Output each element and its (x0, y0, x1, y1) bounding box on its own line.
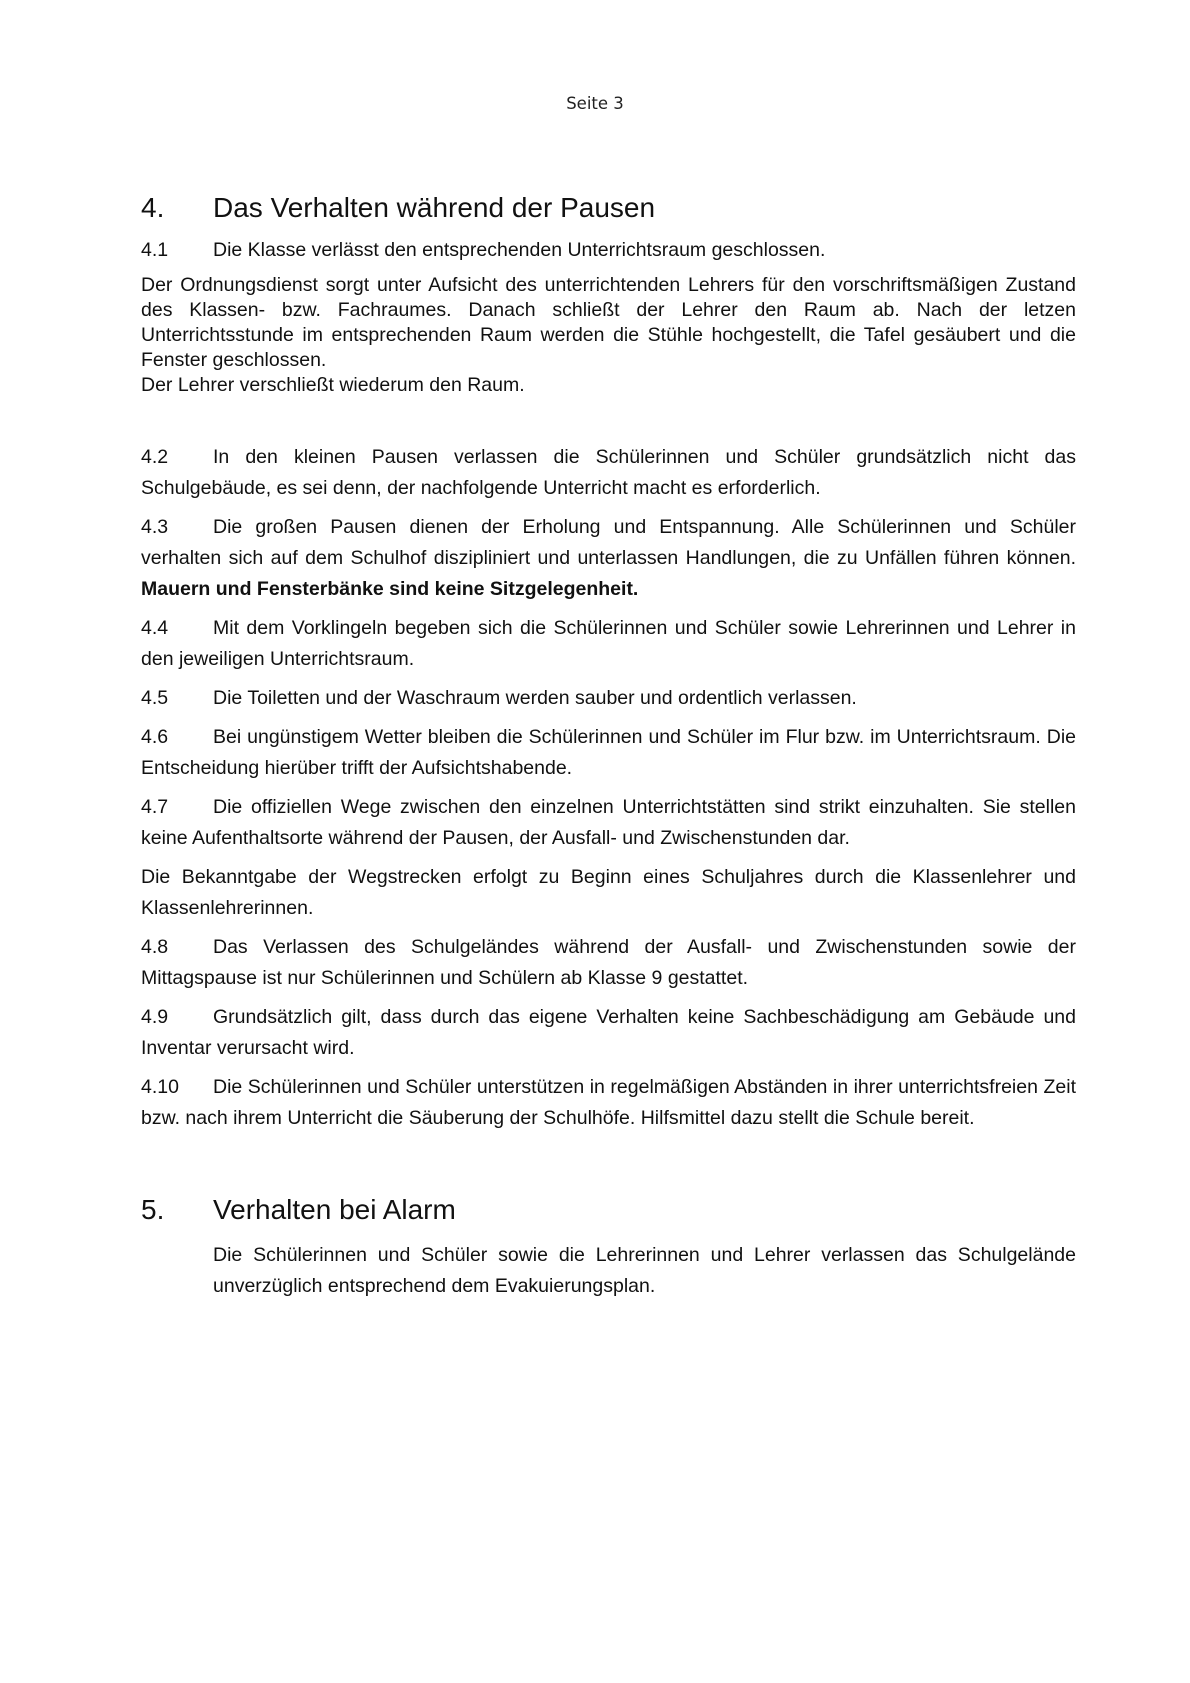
paragraph-number: 4.9 (141, 1006, 169, 1028)
paragraph-text: Die offiziellen Wege zwischen den einzelnen Unterrichtstätten sind strikt einzuhalten. Sie stellen keine Aufenthaltsorte während der Pausen, der Ausfall- und Zwischenstunden dar. (141, 796, 1076, 849)
paragraph-number: 4.1 (141, 239, 169, 261)
paragraph-text: Die Schülerinnen und Schüler sowie die Lehrerinnen und Lehrer verlassen das Schulgelände unverzüglich entsprechend dem Evakuierungsplan. (213, 1244, 1076, 1297)
section-4-heading (141, 190, 1076, 226)
paragraph-number: 4.4 (141, 617, 169, 639)
paragraph-number: 4.8 (141, 936, 169, 958)
paragraph-number: 4.2 (141, 446, 169, 468)
paragraph-text: Das Verlassen des Schulgeländes während der Ausfall- und Zwischenstunden sowie der Mittagspause ist nur Schülerinnen und Schülern ab Klasse 9 gestattet. (141, 936, 1076, 989)
paragraph-4-7 (141, 792, 1076, 854)
section-5-number: 5. (141, 1194, 165, 1225)
section-5-heading (141, 1192, 1076, 1228)
section-4-title: Das Verhalten während der Pausen (213, 192, 656, 223)
paragraph-number: 4.3 (141, 516, 169, 538)
paragraph-text: Die großen Pausen dienen der Erholung und Entspannung. Alle Schülerinnen und Schüler verhalten sich auf dem Schulhof diszipliniert und unterlassen Handlungen, die zu Unfällen führen können. (141, 516, 1076, 569)
section-5-title: Verhalten bei Alarm (213, 1194, 456, 1225)
paragraph-4-5 (141, 683, 1076, 714)
paragraph-number: 4.6 (141, 726, 169, 748)
paragraph-text: Die Bekanntgabe der Wegstrecken erfolgt zu Beginn eines Schuljahres durch die Klassenlehrer und Klassenlehrerinnen. (141, 866, 1076, 919)
paragraph-4-4 (141, 613, 1076, 675)
paragraph-4-3 (141, 512, 1076, 605)
paragraph-number: 4.5 (141, 687, 169, 709)
paragraph-4-10 (141, 1072, 1076, 1134)
paragraph-text: In den kleinen Pausen verlassen die Schülerinnen und Schüler grundsätzlich nicht das Schulgebäude, es sei denn, der nachfolgende Unterricht macht es erforderlich. (141, 446, 1076, 499)
paragraph-text: Der Ordnungsdienst sorgt unter Aufsicht des unterrichtenden Lehrers für den vorschriftsmäßigen Zustand des Klassen- bzw. Fachraumes. Danach schließt der Lehrer den Raum ab. Nach der letzen Unterrichtsstunde im entsprechenden Raum werden die Stühle hochgestellt, die Tafel gesäubert und die Fenster geschlossen. (141, 274, 1076, 371)
paragraph-4-1 (141, 238, 1076, 263)
paragraph-4-6 (141, 722, 1076, 784)
paragraph-ordnungsdienst (141, 273, 1076, 398)
paragraph-wegstrecken (141, 862, 1076, 924)
paragraph-text: Die Toiletten und der Waschraum werden sauber und ordentlich verlassen. (213, 687, 857, 709)
paragraph-alarm (213, 1240, 1076, 1302)
paragraph-bold-text: Mauern und Fensterbänke sind keine Sitzgelegenheit. (141, 578, 639, 600)
paragraph-4-8 (141, 932, 1076, 994)
paragraph-4-2 (141, 442, 1076, 504)
page-number: Seite 3 (566, 94, 624, 113)
paragraph-text-2: Der Lehrer verschließt wiederum den Raum. (141, 374, 525, 396)
section-4-number: 4. (141, 192, 165, 223)
paragraph-text: Die Klasse verlässt den entsprechenden Unterrichtsraum geschlossen. (213, 239, 826, 261)
paragraph-4-9 (141, 1002, 1076, 1064)
paragraph-text: Mit dem Vorklingeln begeben sich die Schülerinnen und Schüler sowie Lehrerinnen und Lehrer in den jeweiligen Unterrichtsraum. (141, 617, 1076, 670)
paragraph-text: Bei ungünstigem Wetter bleiben die Schülerinnen und Schüler im Flur bzw. im Unterrichtsraum. Die Entscheidung hierüber trifft der Aufsichtshabende. (141, 726, 1076, 779)
paragraph-text: Grundsätzlich gilt, dass durch das eigene Verhalten keine Sachbeschädigung am Gebäude und Inventar verursacht wird. (141, 1006, 1076, 1059)
paragraph-text: Die Schülerinnen und Schüler unterstützen in regelmäßigen Abständen in ihrer unterrichtsfreien Zeit bzw. nach ihrem Unterricht die Säuberung der Schulhöfe. Hilfsmittel dazu stellt die Schule bereit. (141, 1076, 1076, 1129)
document-body (141, 190, 1076, 1302)
paragraph-number: 4.7 (141, 796, 169, 818)
paragraph-number: 4.10 (141, 1076, 179, 1098)
